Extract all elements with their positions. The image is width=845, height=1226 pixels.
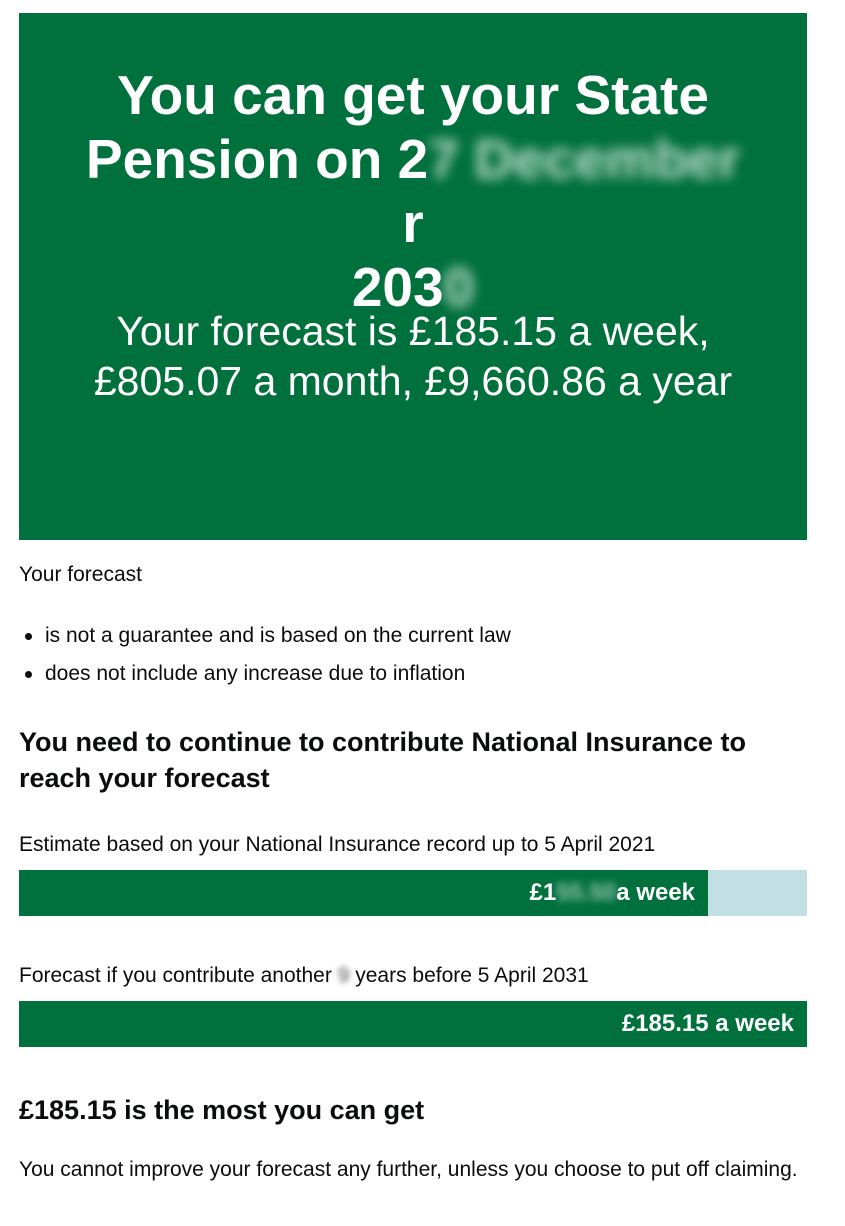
estimate-bar-suffix: a week: [616, 879, 695, 906]
pension-date-redacted: 7 December: [428, 128, 741, 190]
forecast-label-suffix: years before 5 April 2031: [355, 964, 589, 987]
estimate-label: Estimate based on your National Insurance record up to 5 April 2021: [19, 833, 656, 856]
list-item: is not a guarantee and is based on the current law: [19, 617, 511, 655]
forecast-bar: £185.15 a week: [19, 1001, 807, 1047]
forecast-caveats-list: [19, 617, 511, 693]
forecast-years-redacted: 9: [337, 964, 350, 987]
forecast-amounts: Your forecast is £185.15 a week, £805.07 a month, £9,660.86 a year: [93, 308, 733, 404]
estimate-bar: [19, 870, 708, 916]
pension-date-prefix: You can get your State Pension on 2: [85, 64, 709, 190]
forecast-bar-track: [19, 1001, 807, 1047]
estimate-bar-redacted: 55.50: [556, 879, 617, 906]
estimate-bar-prefix: £1: [529, 879, 557, 906]
forecast-label-prefix: Forecast if you contribute another: [19, 964, 332, 987]
list-item: does not include any increase due to inflation: [19, 655, 511, 693]
maximum-heading: £185.15 is the most you can get: [19, 1095, 425, 1125]
pension-date-year: 203: [351, 256, 444, 318]
pension-summary-panel: [19, 13, 807, 540]
pension-year-redacted: 0: [443, 256, 475, 318]
maximum-text: You cannot improve your forecast any further, unless you choose to put off claiming.: [19, 1158, 798, 1181]
pension-date-letter: r: [402, 192, 424, 254]
your-forecast-label: Your forecast: [19, 563, 142, 586]
forecast-contribute-label: [19, 961, 589, 991]
estimate-bar-track: [19, 870, 807, 916]
pension-date-heading: [79, 63, 747, 319]
contribute-heading: You need to continue to contribute National Insurance to reach your forecast: [19, 727, 747, 793]
